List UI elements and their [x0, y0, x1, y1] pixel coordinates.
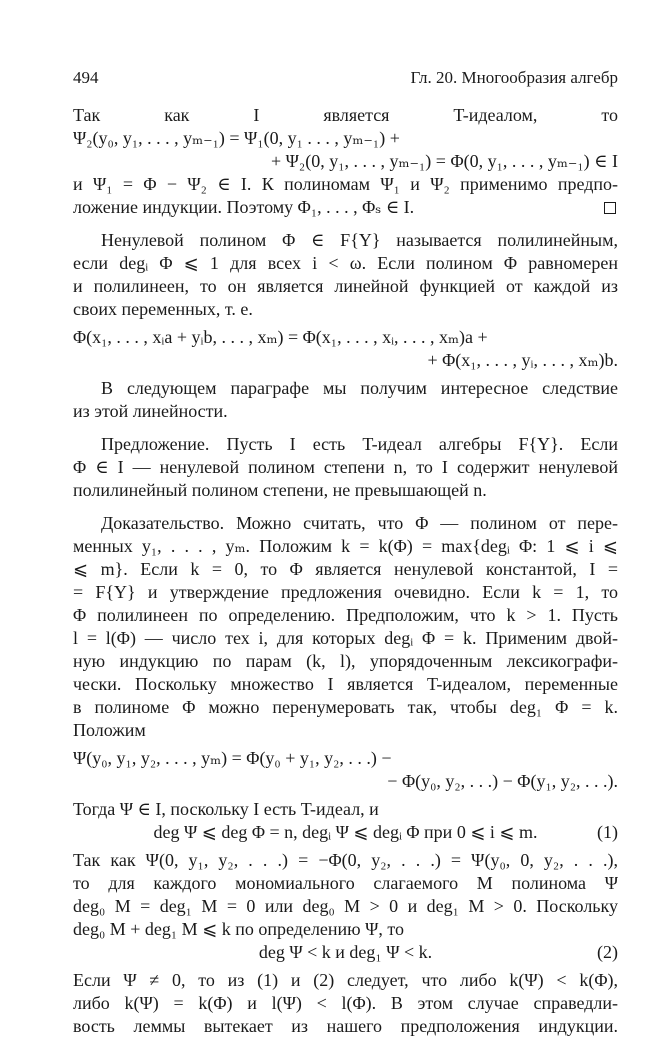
equation-number: (2)	[597, 942, 618, 962]
equation-text: deg Ψ < k и deg₁ Ψ < k.	[258, 942, 433, 962]
text-line: Если Ψ ≠ 0, то из (1) и (2) следует, что либо k(Ψ) < k(Φ),	[73, 970, 618, 990]
text-line: из этой линейности.	[73, 401, 228, 421]
text-line: Так как Ψ(0, y₁, y₂, . . .) = −Φ(0, y₂, . . .) = Ψ(y₀, 0, y₂, . . .),	[73, 850, 618, 870]
running-title: Гл. 20. Многообразия алгебр	[410, 68, 618, 87]
equation-text: deg Ψ ⩽ deg Φ = n, degᵢ Ψ ⩽ degᵢ Φ при 0 ⩽ i ⩽ m.	[153, 822, 538, 842]
spacer	[73, 219, 618, 229]
equation-text: + Φ(x₁, . . . , yᵢ, . . . , xₘ)b.	[427, 350, 618, 370]
qed-square-icon	[604, 202, 616, 214]
text-line: менных y₁, . . . , yₘ. Положим k = k(Φ) = max{degᵢ Φ: 1 ⩽ i ⩽	[73, 536, 618, 556]
equation-text: Ψ₂(y₀, y₁, . . . , yₘ₋₁) = Ψ₁(0, y₁ . . . , yₘ₋₁) +	[73, 128, 400, 148]
text-line: deg₀ M = deg₁ M = 0 или deg₀ M > 0 и deg₁ M > 0. Поскольку	[73, 896, 618, 916]
text-line: ную индукцию по парам (k, l), упорядоченным лексикографи-	[73, 651, 618, 671]
spacer	[73, 423, 618, 433]
numbered-equation	[73, 821, 618, 844]
equation-text: − Φ(y₀, y₂, . . .) − Φ(y₁, y₂, . . .).	[387, 771, 618, 791]
text-line: в полиноме Φ можно перенумеровать так, чтобы deg₁ Φ = k.	[73, 697, 618, 717]
equation-line	[73, 747, 618, 770]
text-line: Ненулевой полином Φ ∈ F{Y} называется полилинейным,	[101, 230, 618, 250]
equation-line	[73, 326, 618, 349]
equation-text: Ψ(y₀, y₁, y₂, . . . , yₘ) = Φ(y₀ + y₁, y₂, . . .) −	[73, 748, 392, 768]
text-line: вость леммы вытекает из нашего предположения индукции.	[73, 1016, 618, 1036]
equation-number: (1)	[597, 822, 618, 842]
page-header	[73, 62, 618, 86]
equation-text: + Ψ₂(0, y₁, . . . , yₘ₋₁) = Φ(0, y₁, . . . , yₘ₋₁) ∈ I	[271, 151, 618, 171]
text-line: и Ψ₁ = Φ − Ψ₂ ∈ I. К полиномам Ψ₁ и Ψ₂ применимо предпо-	[73, 174, 618, 194]
text-line: deg₀ M + deg₁ M ⩽ k по определению Ψ, то	[73, 919, 405, 939]
text-line: Φ полилинеен по определению. Предположим, что k > 1. Пусть	[73, 605, 618, 625]
text-line: полилинейный полином степени, не превышающей n.	[73, 480, 487, 500]
text-line: Доказательство. Можно считать, что Φ — полином от пере-	[101, 513, 618, 533]
text-line: В следующем параграфе мы получим интересное следствие	[101, 378, 618, 398]
spacer	[73, 502, 618, 512]
text-line: чески. Поскольку множество I является T-идеалом, переменные	[73, 674, 618, 694]
numbered-equation	[73, 941, 618, 964]
text-line: l = l(Φ) — число тех i, для которых degᵢ Φ = k. Применим двой-	[73, 628, 618, 648]
text-line: Так как I является T-идеалом, то	[73, 105, 618, 125]
text-line: если degᵢ Φ ⩽ 1 для всех i < ω. Если полином Φ равномерен	[73, 253, 618, 273]
line-text: ложение индукции. Поэтому Φ₁, . . . , Φₛ ∈ I.	[73, 197, 415, 217]
text-line: то для каждого мономиального слагаемого M полинома Ψ	[73, 873, 618, 893]
text-line: либо k(Ψ) = k(Φ) и l(Ψ) < l(Φ). В этом случае справедли-	[73, 993, 618, 1013]
text-line: = F{Y} и утверждение предложения очевидно. Если k = 1, то	[73, 582, 618, 602]
page-body	[73, 104, 618, 1038]
text-line	[73, 196, 618, 219]
text-line: Тогда Ψ ∈ I, поскольку I есть T-идеал, и	[73, 799, 379, 819]
text-line: своих переменных, т. е.	[73, 299, 253, 319]
text-line: Положим	[73, 720, 146, 740]
equation-line	[73, 127, 618, 150]
equation-line	[73, 770, 618, 793]
equation-line	[73, 349, 618, 372]
text-line: Φ ∈ I — ненулевой полином степени n, то I содержит ненулевой	[73, 457, 618, 477]
text-line: Предложение. Пусть I есть T-идеал алгебры F{Y}. Если	[101, 434, 618, 454]
text-line: ⩽ m}. Если k = 0, то Φ является ненулевой константой, I =	[73, 559, 618, 579]
equation-text: Φ(x₁, . . . , xᵢa + yᵢb, . . . , xₘ) = Φ(x₁, . . . , xᵢ, . . . , xₘ)a +	[73, 327, 488, 347]
page	[73, 62, 618, 1038]
text-line: и полилинеен, то он является линейной функцией от каждой из	[73, 276, 618, 296]
equation-line	[73, 150, 618, 173]
page-number: 494	[73, 68, 99, 87]
